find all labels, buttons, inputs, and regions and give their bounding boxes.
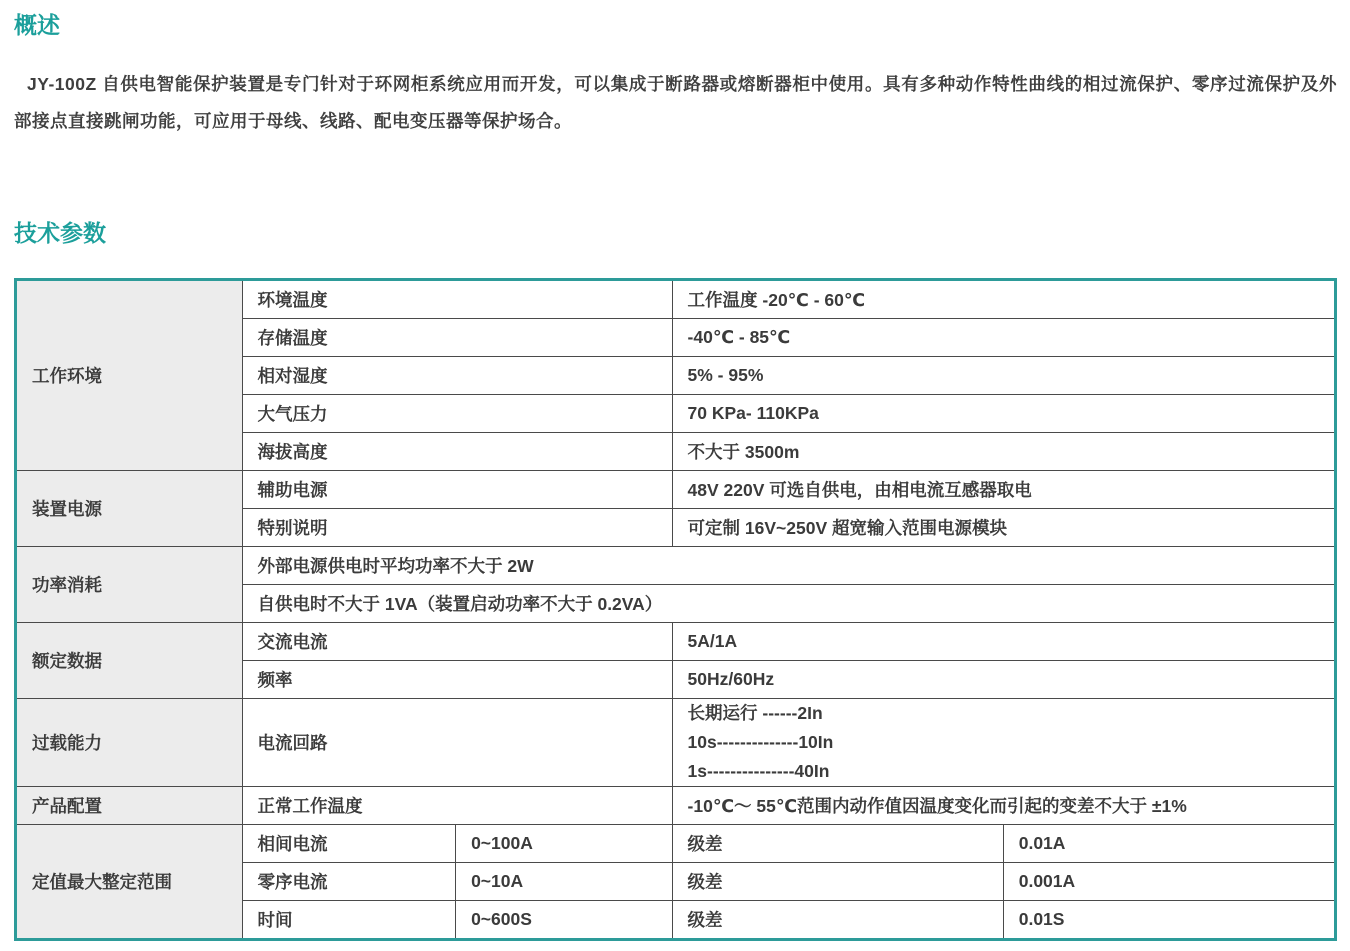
param-value-cell: 5% - 95%: [672, 357, 1335, 395]
param-full-cell: 外部电源供电时平均功率不大于 2W: [242, 547, 1336, 585]
step-value-cell: 0.001A: [1003, 863, 1335, 901]
table-row: [16, 547, 1336, 585]
param-value-cell: 70 KPa- 110KPa: [672, 395, 1335, 433]
step-label-cell: 级差: [672, 901, 1003, 940]
param-name-cell: 特别说明: [242, 509, 672, 547]
param-name-cell: 频率: [242, 661, 672, 699]
group-cell-power-consumption: 功率消耗: [16, 547, 243, 623]
step-value-cell: 0.01S: [1003, 901, 1335, 940]
group-cell-rated-data: 额定数据: [16, 623, 243, 699]
param-value-cell: 50Hz/60Hz: [672, 661, 1335, 699]
overview-heading: 概述: [14, 12, 60, 38]
param-name-cell: 存储温度: [242, 319, 672, 357]
param-name-cell: 零序电流: [242, 863, 456, 901]
table-row: [16, 787, 1336, 825]
tech-params-table: [14, 278, 1337, 941]
param-name-cell: 大气压力: [242, 395, 672, 433]
step-value-cell: 0.01A: [1003, 825, 1335, 863]
param-name-cell: 时间: [242, 901, 456, 940]
overload-line-1s: 1s---------------40In: [687, 761, 830, 781]
param-name-cell: 辅助电源: [242, 471, 672, 509]
param-name-cell: 环境温度: [242, 280, 672, 319]
table-row: [16, 825, 1336, 863]
group-cell-work-environment: 工作环境: [16, 280, 243, 471]
param-full-cell: 自供电时不大于 1VA（装置启动功率不大于 0.2VA）: [242, 585, 1336, 623]
param-value-cell: -40℃ - 85℃: [672, 319, 1335, 357]
group-cell-setting-range: 定值最大整定范围: [16, 825, 243, 940]
group-cell-product-config: 产品配置: [16, 787, 243, 825]
param-value-cell: [672, 699, 1335, 787]
group-cell-device-power: 装置电源: [16, 471, 243, 547]
param-name-cell: 正常工作温度: [242, 787, 672, 825]
table-row: [16, 623, 1336, 661]
step-label-cell: 级差: [672, 825, 1003, 863]
param-name-cell: 电流回路: [242, 699, 672, 787]
param-name-cell: 相间电流: [242, 825, 456, 863]
param-value-cell: -10℃～ 55℃范围内动作值因温度变化而引起的变差不大于 ±1%: [672, 787, 1335, 825]
param-value-cell: 0~10A: [456, 863, 672, 901]
overload-line-continuous: 长期运行 ------2In: [687, 703, 823, 723]
overload-line-10s: 10s--------------10In: [687, 732, 834, 752]
table-row: [16, 280, 1336, 319]
group-cell-overload-capability: 过载能力: [16, 699, 243, 787]
param-value-cell: 5A/1A: [672, 623, 1335, 661]
table-row: [16, 699, 1336, 787]
step-label-cell: 级差: [672, 863, 1003, 901]
param-value-cell: 0~100A: [456, 825, 672, 863]
param-value-cell: 工作温度 -20℃ - 60℃: [672, 280, 1335, 319]
param-name-cell: 相对湿度: [242, 357, 672, 395]
param-name-cell: 交流电流: [242, 623, 672, 661]
param-value-cell: 可定制 16V~250V 超宽输入范围电源模块: [672, 509, 1335, 547]
param-value-cell: 0~600S: [456, 901, 672, 940]
param-name-cell: 海拔高度: [242, 433, 672, 471]
tech-params-heading: 技术参数: [14, 220, 106, 246]
param-value-cell: 48V 220V 可选自供电，由相电流互感器取电: [672, 471, 1335, 509]
table-row: [16, 471, 1336, 509]
overview-paragraph: JY-100Z 自供电智能保护装置是专门针对于环网柜系统应用而开发，可以集成于断路器或熔断器柜中使用。具有多种动作特性曲线的相过流保护、零序过流保护及外部接点直接跳闸功能，可应用于母线、线路、配电变压器等保护场合。: [14, 74, 1337, 131]
param-value-cell: 不大于 3500m: [672, 433, 1335, 471]
